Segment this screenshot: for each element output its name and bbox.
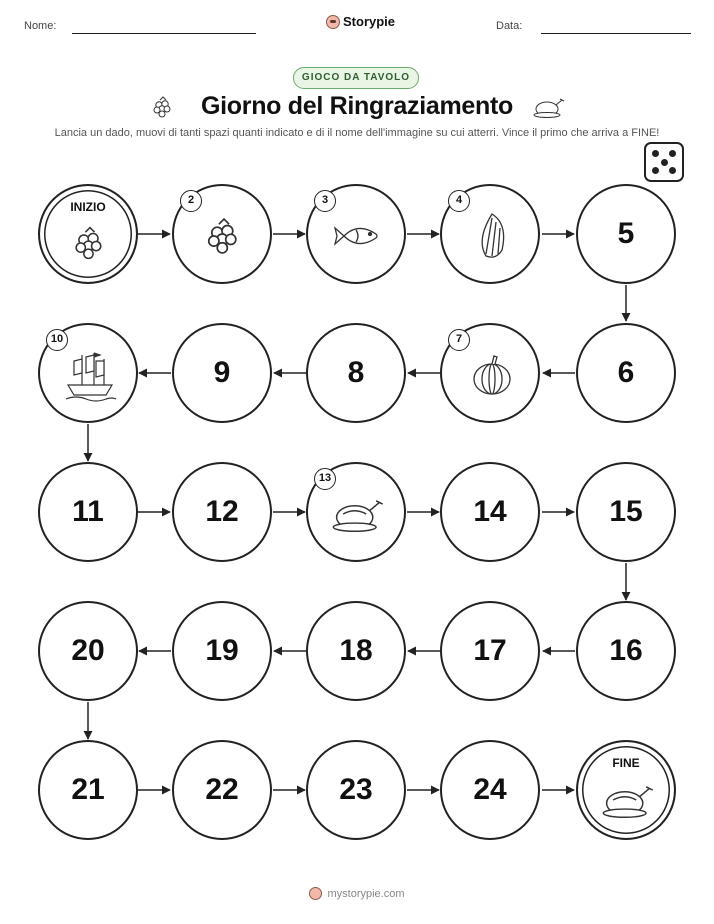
storypie-logo-icon [309,887,322,900]
board-space-22[interactable] [172,740,272,840]
space-number: 8 [347,356,365,389]
space-number: 21 [71,773,105,806]
board-space-24[interactable] [440,740,540,840]
space-number: 5 [617,217,635,250]
board-space-10[interactable] [38,323,138,423]
board-space-4[interactable] [440,184,540,284]
space-number-badge: 4 [448,190,470,212]
space-number: 23 [339,773,373,806]
board-space-13[interactable] [306,462,406,562]
space-number: 20 [71,634,105,667]
board-space-17[interactable] [440,601,540,701]
board-space-9[interactable] [172,323,272,423]
space-number: 9 [213,356,231,389]
space-number-badge: 3 [314,190,336,212]
space-number: 6 [617,356,635,389]
fish-icon [332,220,384,252]
brand-name: Storypie [343,14,396,29]
page-title: Giorno del Ringraziamento [201,92,513,120]
space-number: 22 [205,773,239,806]
raspberry-icon [202,214,246,258]
space-number: 24 [473,773,507,806]
date-label: Data: [496,20,523,32]
board-space-11[interactable] [38,462,138,562]
finish-space[interactable] [576,740,676,840]
roast-turkey-icon [600,780,656,820]
board-space-19[interactable] [172,601,272,701]
board-space-15[interactable] [576,462,676,562]
space-number: 19 [205,634,239,667]
board-space-14[interactable] [440,462,540,562]
space-number: 17 [473,634,507,667]
board-space-6[interactable] [576,323,676,423]
footer-url[interactable]: mystorypie.com [327,887,405,900]
space-number: 15 [609,495,643,528]
space-number-badge: 10 [46,329,68,351]
instructions: Lancia un dado, muovi di tanti spazi quanti indicato e di il nome dell'immagine su cui atterri. Vince il primo che arriva a FINE! [54,127,660,139]
pumpkin-icon [468,351,516,399]
space-number: 18 [339,634,373,667]
start-label: INIZIO [70,200,106,214]
category-tag: GIOCO DA TAVOLO [293,67,419,89]
finish-label: FINE [612,756,640,770]
board-space-21[interactable] [38,740,138,840]
raspberry-icon [70,222,110,264]
board-space-7[interactable] [440,323,540,423]
roast-turkey-icon [330,494,386,534]
ship-icon [62,349,118,403]
space-number-badge: 13 [314,468,336,490]
name-label: Nome: [24,20,57,32]
board-space-20[interactable] [38,601,138,701]
space-number-badge: 7 [448,329,470,351]
space-number: 14 [473,495,507,528]
board-space-2[interactable] [172,184,272,284]
board-space-12[interactable] [172,462,272,562]
space-number: 12 [205,495,239,528]
board-space-18[interactable] [306,601,406,701]
board-space-3[interactable] [306,184,406,284]
space-number: 16 [609,634,643,667]
board-space-8[interactable] [306,323,406,423]
footer [0,887,714,900]
board-space-23[interactable] [306,740,406,840]
space-number-badge: 2 [180,190,202,212]
space-number: 11 [72,495,104,528]
seed-icon [472,210,512,262]
board-space-16[interactable] [576,601,676,701]
board-space-5[interactable] [576,184,676,284]
start-space[interactable] [38,184,138,284]
